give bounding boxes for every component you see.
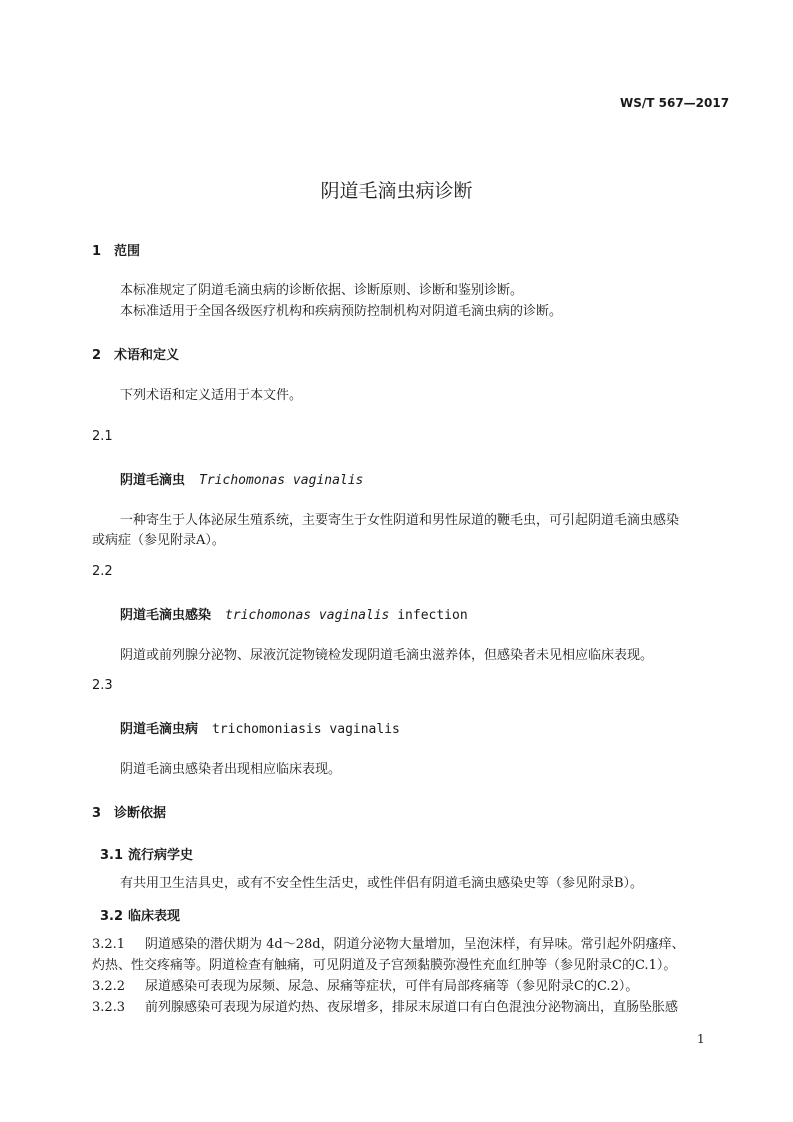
term-2-1-definition-line-1: 一种寄生于人体泌尿生殖系统，主要寄生于女性阴道和男性尿道的鞭毛虫，可引起阴道毛滴虫感染 xyxy=(120,513,680,528)
clause-number: 3.2.2 xyxy=(92,979,126,994)
term-2-3-definition: 阴道毛滴虫感染者出现相应临床表现。 xyxy=(120,762,342,777)
term-english: Trichomonas vaginalis xyxy=(199,473,364,488)
term-number-2-1: 2.1 xyxy=(92,429,113,444)
term-chinese: 阴道毛滴虫感染 xyxy=(120,608,212,623)
section-number: 1 xyxy=(92,244,102,259)
section-3-1-text: 有共用卫生洁具史，或有不安全性生活史，或性伴侣有阴道毛滴虫感染史等（参见附录B）。 xyxy=(120,876,644,891)
term-chinese: 阴道毛滴虫病 xyxy=(120,722,199,737)
clause-number: 3.2.3 xyxy=(92,1000,126,1015)
section-1-heading xyxy=(92,240,140,259)
subsection-title: 临床表现 xyxy=(128,909,181,924)
term-english-rest: infection xyxy=(389,608,468,623)
term-2-3 xyxy=(120,718,400,737)
section-3-2-heading xyxy=(100,905,180,924)
clause-text: 前列腺感染可表现为尿道灼热、夜尿增多，排尿末尿道口有白色混浊分泌物滴出，直肠坠胀感 xyxy=(145,1000,679,1015)
subsection-number: 3.1 xyxy=(100,848,124,863)
term-2-1-definition-line-2: 或病症（参见附录A）。 xyxy=(92,533,225,548)
clause-text: 尿道感染可表现为尿频、尿急、尿痛等症状，可伴有局部疼痛等（参见附录C的C.2）。 xyxy=(145,979,639,994)
section-title: 范围 xyxy=(114,244,141,259)
standard-number: WS/T 567—2017 xyxy=(620,96,730,110)
section-2-heading xyxy=(92,344,179,363)
section-3-heading xyxy=(92,802,166,821)
clause-3-2-2 xyxy=(92,977,638,996)
clause-3-2-1-line-1 xyxy=(92,935,685,954)
term-number-2-3: 2.3 xyxy=(92,678,113,693)
subsection-number: 3.2 xyxy=(100,909,124,924)
section-number: 2 xyxy=(92,348,102,363)
clause-3-2-1-line-2: 灼热、性交疼痛等。阴道检查有触痛，可见阴道及子宫颈黏膜弥漫性充血红肿等（参见附录C的C.1）。 xyxy=(92,958,677,973)
term-2-1 xyxy=(120,469,363,488)
term-number-2-2: 2.2 xyxy=(92,564,113,579)
page-number: 1 xyxy=(697,1032,705,1046)
document-title: 阴道毛滴虫病诊断 xyxy=(320,180,473,202)
section-title: 诊断依据 xyxy=(114,806,167,821)
term-2-2 xyxy=(120,604,468,623)
term-2-2-definition: 阴道或前列腺分泌物、尿液沉淀物镜检发现阴道毛滴虫滋养体，但感染者未见相应临床表现。 xyxy=(120,648,654,663)
clause-text: 阴道感染的潜伏期为 4d～28d，阴道分泌物大量增加，呈泡沫样，有异味。常引起外阴瘙痒、 xyxy=(145,937,685,952)
section-3-1-heading xyxy=(100,844,193,863)
term-english: trichomoniasis vaginalis xyxy=(212,722,400,737)
clause-3-2-3 xyxy=(92,998,678,1017)
section-1-paragraph-2: 本标准适用于全国各级医疗机构和疾病预防控制机构对阴道毛滴虫病的诊断。 xyxy=(120,304,563,319)
term-chinese: 阴道毛滴虫 xyxy=(120,473,186,488)
clause-number: 3.2.1 xyxy=(92,937,126,952)
section-number: 3 xyxy=(92,806,102,821)
term-english-italic: trichomonas vaginalis xyxy=(225,608,390,623)
section-title: 术语和定义 xyxy=(114,348,180,363)
section-1-paragraph-1: 本标准规定了阴道毛滴虫病的诊断依据、诊断原则、诊断和鉴别诊断。 xyxy=(120,283,524,298)
subsection-title: 流行病学史 xyxy=(128,848,194,863)
section-2-intro: 下列术语和定义适用于本文件。 xyxy=(120,388,303,403)
